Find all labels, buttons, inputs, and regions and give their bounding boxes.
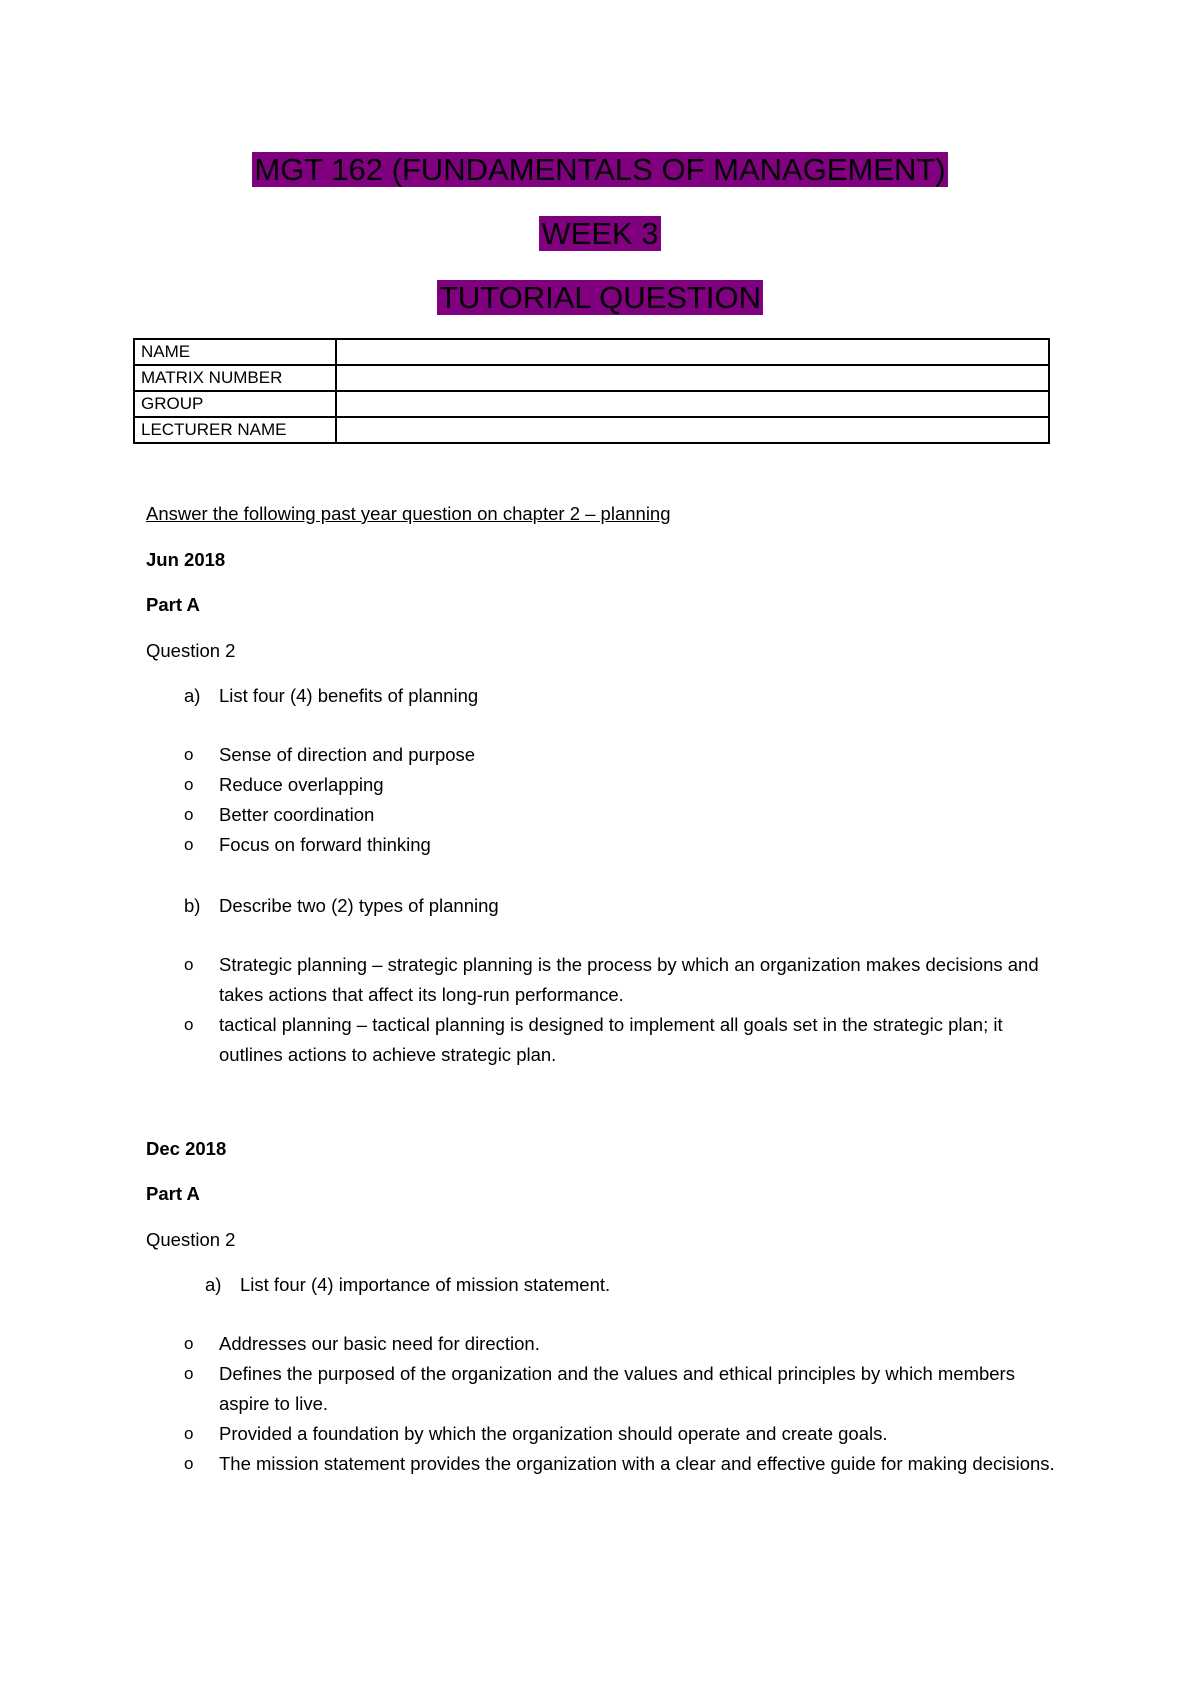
subquestion-text: Describe two (2) types of planning: [219, 895, 499, 916]
subquestion-text: List four (4) importance of mission statement.: [240, 1274, 611, 1295]
session-heading: Dec 2018: [146, 1138, 227, 1159]
matrix-number-field[interactable]: [336, 365, 1049, 391]
group-field[interactable]: [336, 391, 1049, 417]
answer-text: Focus on forward thinking: [219, 834, 431, 855]
answer-text: Addresses our basic need for direction.: [219, 1333, 540, 1354]
bullet-marker: o: [184, 1015, 194, 1034]
session-heading: Jun 2018: [146, 549, 226, 570]
answer-text: Provided a foundation by which the organization should operate and create goals.: [219, 1423, 888, 1444]
table-row: [134, 417, 1049, 443]
week-title: WEEK 3: [541, 216, 659, 251]
answer-text: Sense of direction and purpose: [219, 744, 476, 765]
group-label: GROUP: [134, 391, 336, 417]
course-title: MGT 162 (FUNDAMENTALS OF MANAGEMENT): [254, 152, 946, 187]
tutorial-title: TUTORIAL QUESTION: [438, 280, 762, 315]
lecturer-name-field[interactable]: [336, 417, 1049, 443]
answer-text: tactical planning – tactical planning is designed to implement all goals set in the strategic plan; it outlines actions to achieve strategic plan.: [219, 1014, 1003, 1065]
answer-text: The mission statement provides the organization with a clear and effective guide for making decisions.: [219, 1453, 1055, 1474]
answer-text: Better coordination: [219, 804, 375, 825]
instruction-text: Answer the following past year question on chapter 2 – planning: [146, 503, 671, 524]
table-row: [134, 365, 1049, 391]
name-field[interactable]: [336, 339, 1049, 365]
answer-text: Reduce overlapping: [219, 774, 384, 795]
name-label: NAME: [134, 339, 336, 365]
part-heading: Part A: [146, 1183, 200, 1204]
bullet-marker: o: [184, 1334, 194, 1353]
lecturer-name-label: LECTURER NAME: [134, 417, 336, 443]
question-heading: Question 2: [146, 640, 236, 661]
course-title-line: [0, 148, 1200, 192]
bullet-marker: o: [184, 745, 194, 764]
bullet-marker: o: [184, 835, 194, 854]
subquestion-marker: a): [205, 1274, 222, 1295]
table-row: [134, 391, 1049, 417]
bullet-marker: o: [184, 805, 194, 824]
bullet-marker: o: [184, 1364, 194, 1383]
bullet-marker: o: [184, 775, 194, 794]
answer-text: Defines the purposed of the organization and the values and ethical principles by which members aspire to live.: [219, 1363, 1015, 1414]
tutorial-title-line: [0, 276, 1200, 320]
bullet-marker: o: [184, 1454, 194, 1473]
part-heading: Part A: [146, 594, 200, 615]
week-title-line: [0, 212, 1200, 256]
subquestion-text: List four (4) benefits of planning: [219, 685, 479, 706]
table-row: [134, 339, 1049, 365]
subquestion-marker: b): [184, 895, 201, 916]
bullet-marker: o: [184, 955, 194, 974]
student-info-table: [133, 338, 1050, 444]
bullet-marker: o: [184, 1424, 194, 1443]
matrix-number-label: MATRIX NUMBER: [134, 365, 336, 391]
answer-text: Strategic planning – strategic planning is the process by which an organization makes decisions and takes actions that affect its long-run performance.: [219, 954, 1039, 1005]
question-heading: Question 2: [146, 1229, 236, 1250]
subquestion-marker: a): [184, 685, 201, 706]
